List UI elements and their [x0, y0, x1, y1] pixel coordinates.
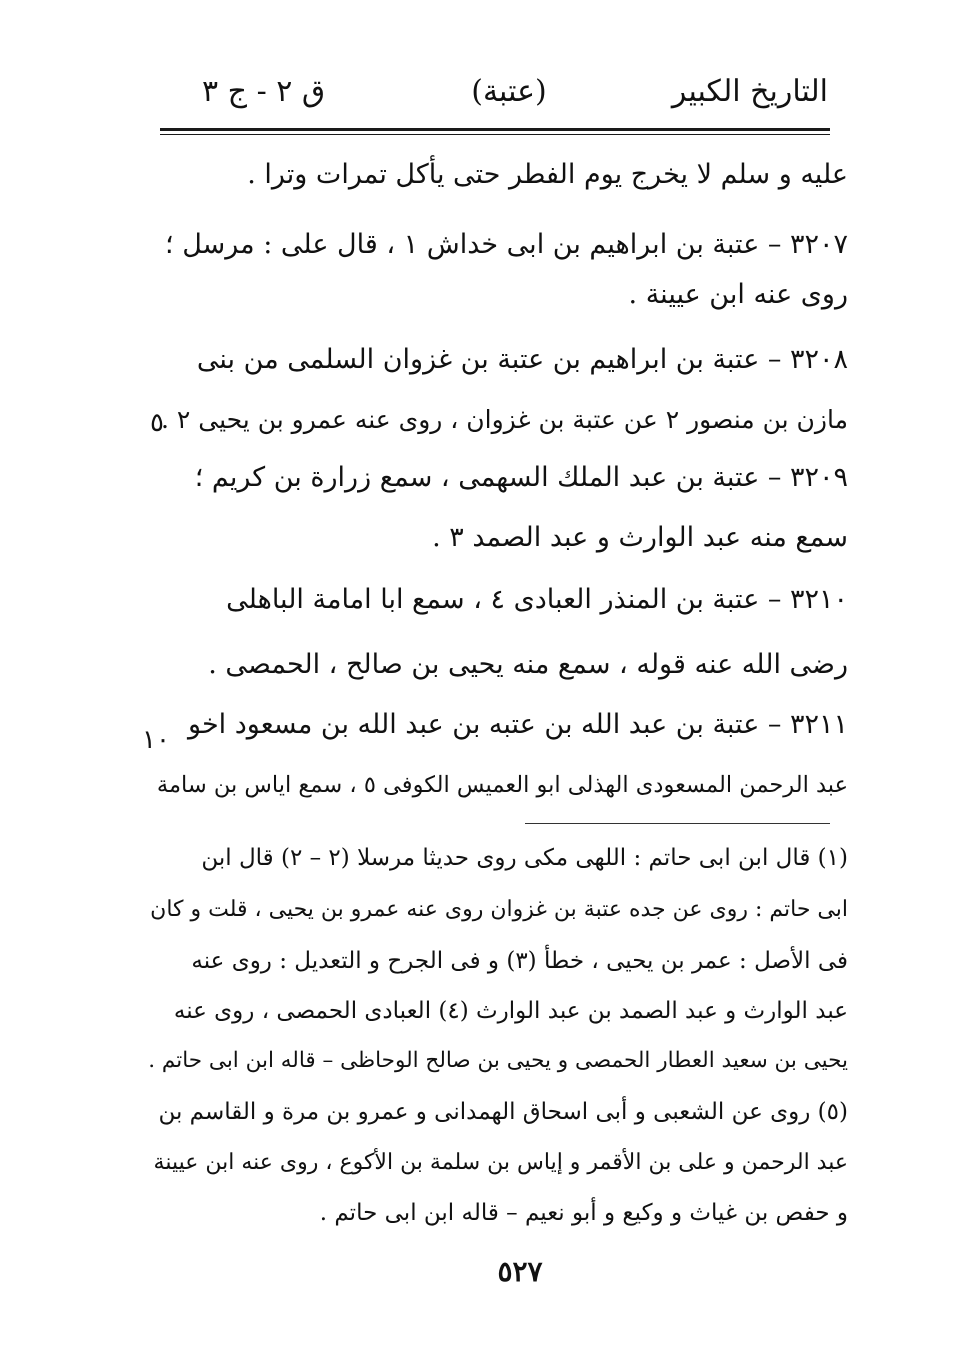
entry-3211: ٣٢١١ – عتبة بن عبد الله بن عتبه بن عبد الله بن مسعود اخو: [188, 709, 848, 740]
line-number-10: ١٠: [142, 725, 170, 755]
text-line: عليه و سلم لا يخرج يوم الفطر حتى يأكل تمرات وترا .: [247, 159, 848, 190]
text-line: روى عنه ابن عيينة .: [628, 279, 848, 310]
line-number-5: ٥: [150, 408, 164, 438]
entry-3207: ٣٢٠٧ – عتبة بن ابراهيم بن ابى خداش ١ ، قال على : مرسل ؛: [165, 229, 848, 260]
footnote-line: يحيى بن سعيد العطار الحمصى و يحيى بن صالح الوحاظى – قاله ابن ابى حاتم .: [148, 1048, 848, 1073]
header-rule-thin: [160, 134, 830, 135]
footnote-line: ابى حاتم : روى عن جده عتبة بن غزوان روى عنه عمرو بن يحيى ، قلت و كان: [150, 897, 848, 922]
entry-3210: ٣٢١٠ – عتبة بن المنذر العبادى ٤ ، سمع ابا امامة الباهلى: [226, 584, 848, 615]
text-line: عبد الرحمن المسعودى الهذلى ابو العميس الكوفى ٥ ، سمع اياس بن سامة: [156, 772, 848, 798]
section-title: (عتبة): [471, 74, 547, 109]
volume-marker: ق ٢ - ج ٣: [202, 74, 326, 109]
running-header: [190, 70, 828, 120]
footnote-line: فى الأصل : عمر بن يحيى ، خطأ (٣) و فى الجرح و التعديل : روى عنه: [191, 948, 848, 974]
footnote-line: (٥) روى عن الشعبى و أبى اسحاق الهمدانى و عمرو بن مرة و القاسم بن: [158, 1099, 848, 1125]
text-line: مازن بن منصور ٢ عن عتبة بن غزوان ، روى عنه عمرو بن يحيى ٢ .: [160, 405, 848, 434]
page-number: ٥٢٧: [497, 1255, 543, 1288]
text-line: رضى الله عنه قوله ، سمع منه يحيى بن صالح ، الحمصى .: [208, 649, 848, 680]
entry-3208: ٣٢٠٨ – عتبة بن ابراهيم بن عتبة بن غزوان السلمى من بنى: [196, 344, 848, 375]
text-line: سمع منه عبد الوارث و عبد الصمد ٣ .: [432, 522, 848, 553]
footnote-line: عبد الرحمن و على بن الأقمر و إياس بن سلمة بن الأكوع ، روى عنه ابن عيينة: [153, 1150, 848, 1175]
footnote-line: عبد الوارث و عبد الصمد بن عبد الوارث (٤) العبادى الحمصى ، روى عنه: [173, 998, 848, 1024]
entry-3209: ٣٢٠٩ – عتبة بن عبد الملك السهمى ، سمع زرارة بن كريم ؛: [194, 462, 848, 493]
header-rule-thick: [160, 128, 830, 131]
footnote-separator: [525, 823, 830, 824]
book-title: التاريخ الكبير: [671, 74, 828, 109]
footnote-line: و حفص بن غياث و وكيع و أبو نعيم – قاله ابن ابى حاتم .: [319, 1200, 848, 1226]
footnote-line: (١) قال ابن ابى حاتم : اللهى مكى روى حديثا مرسلا (٢ – ٢) قال ابن: [201, 845, 848, 871]
